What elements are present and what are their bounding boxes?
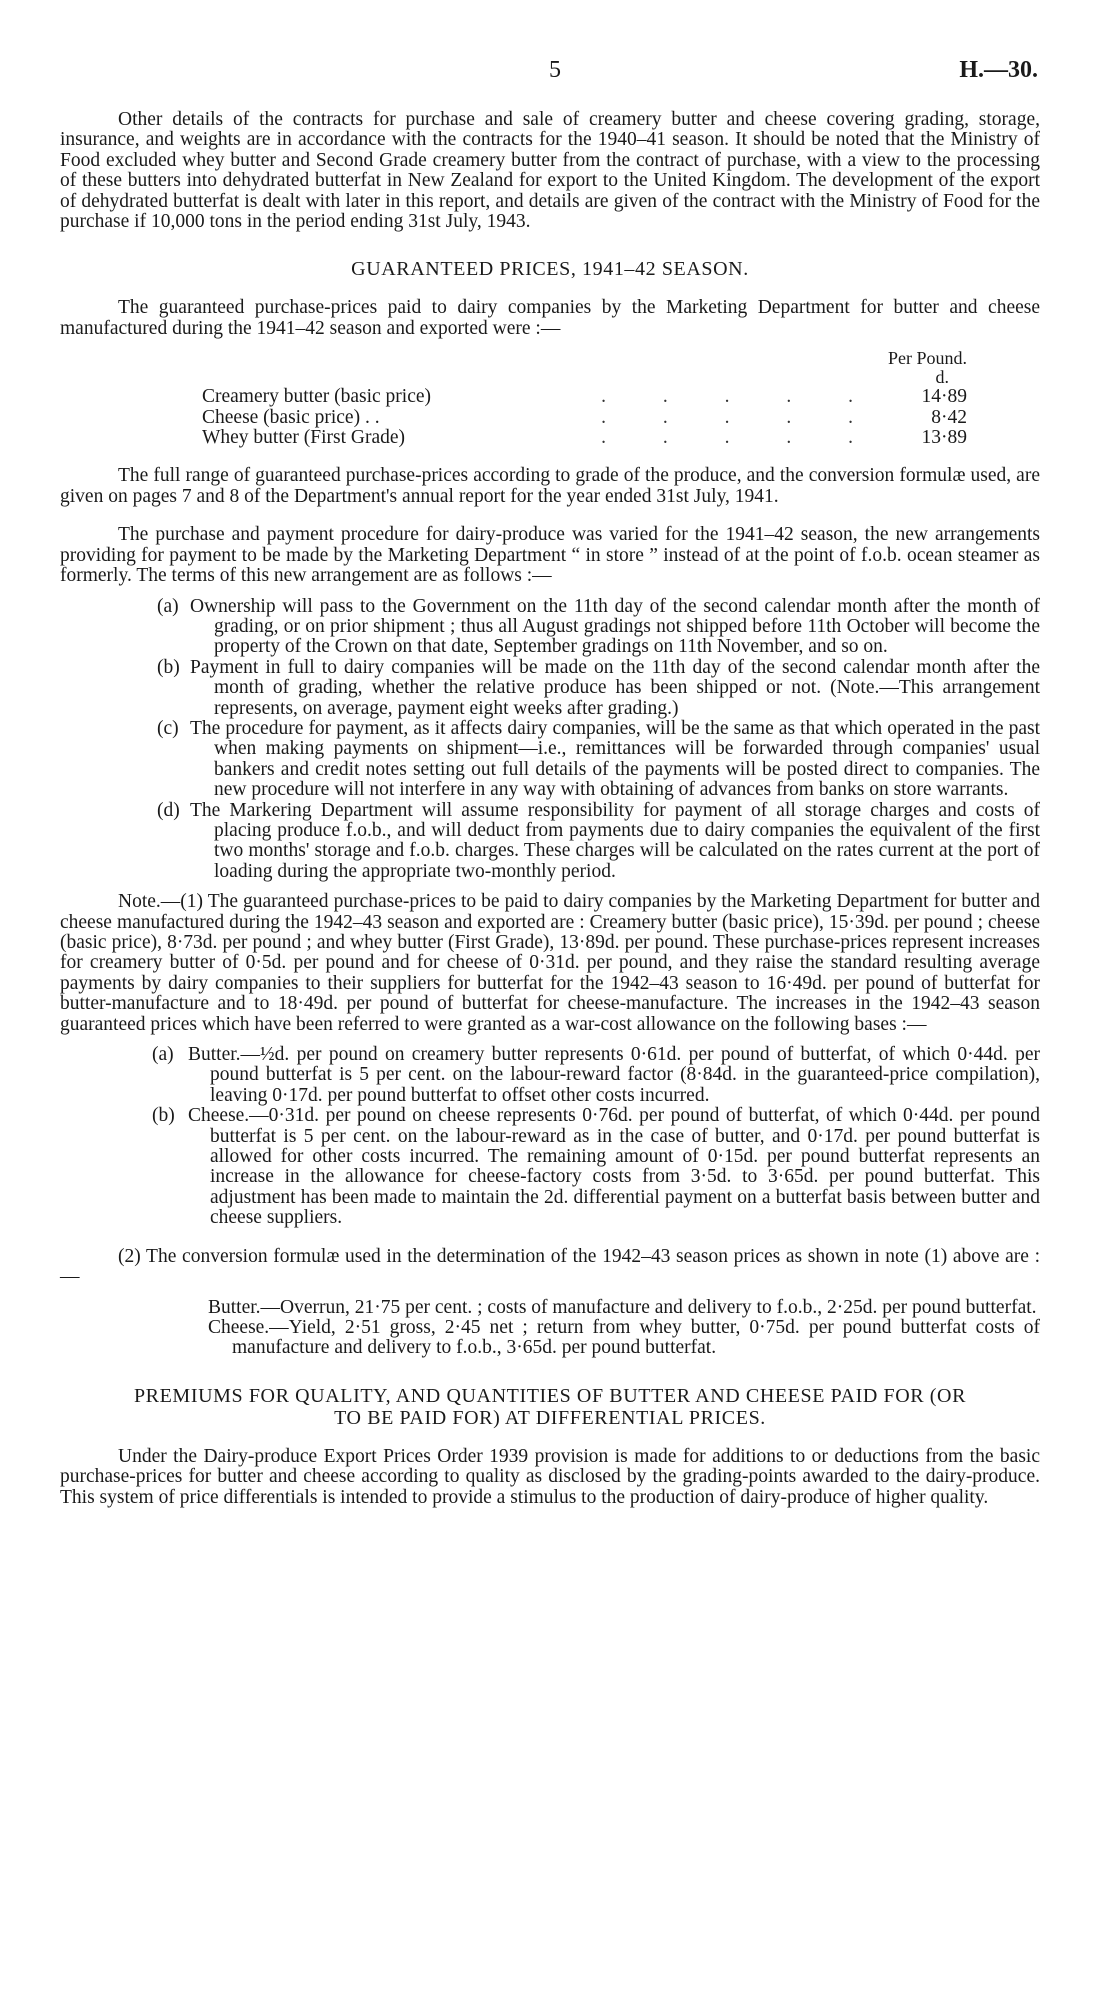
formula-text: Butter.—Overrun, 21·75 per cent. ; costs of manufacture and delivery to f.o.b., 2·25d. per pound butterfat. xyxy=(208,1296,1037,1318)
section-heading-line: TO BE PAID FOR) AT DIFFERENTIAL PRICES. xyxy=(334,1406,766,1429)
item-label: (c) xyxy=(157,717,179,739)
procedure-paragraph: The purchase and payment procedure for dairy-produce was varied for the 1941–42 season, the new arrangements providing for payment to be made by the Marketing Department “ in store ” instead of at the point of f.o.b. ocean steamer as formerly. The terms of this new arrangement are as follows :— xyxy=(60,524,1040,587)
price-row-label: Whey butter (First Grade) xyxy=(202,427,406,449)
formula-butter xyxy=(60,1298,1040,1318)
price-row-label: Cheese (basic price) . . xyxy=(202,406,380,428)
item-text: The Markering Department will assume responsibility for payment of all storage charges and costs of placing produce f.o.b., and will deduct from payments due to dairy companies the equivalent of the first two months' storage and f.o.b. charges. These charges will be calculated on the rates current at the port of loading during the appropriate two-monthly period. xyxy=(190,799,1040,882)
formula-cheese xyxy=(60,1318,1040,1359)
full-range-paragraph: The full range of guaranteed purchase-prices according to grade of the produce, and the conversion formulæ used, are given on pages 7 and 8 of the Department's annual report for the year ended 31st July, 1941. xyxy=(60,465,1040,507)
note-1-paragraph: Note.—(1) The guaranteed purchase-prices to be paid to dairy companies by the Marketing Department for butter and cheese manufactured during the 1942–43 season and exported are : Creamery butter (basic price), 15·39d. per pound ; cheese (basic price), 8·73d. per pound ; and whey butter (First Grade), 13·89d. per pound. These purchase-prices represent increases for creamery butter of 0·5d. per pound and for cheese of 0·31d. per pound, and they raise the standard resulting average payments by dairy companies to their suppliers for butterfat for the 1942–43 season to 16·49d. per pound of butterfat for butter-manufacture and to 18·49d. per pound of butterfat for cheese-manufacture. The increases in the 1942–43 season guaranteed prices which have been referred to were granted as a war-cost allowance on the following bases :— xyxy=(60,891,1040,1035)
war-cost-item-butter xyxy=(60,1045,1040,1106)
price-table-row: Cheese (basic price) . . . . . . . 8·42 xyxy=(202,406,967,428)
intro-paragraph: Other details of the contracts for purchase and sale of creamery butter and cheese covering grading, storage, insurance, and weights are in accordance with the contracts for the 1940–41 season. It should be noted that the Ministry of Food excluded whey butter and Second Grade creamery butter from the contract of purchase, with a view to the processing of these butters into dehydrated butterfat in New Zealand for export to the United Kingdom. The development of the export of dehydrated butterfat is dealt with later in this report, and details are given of the contract with the Ministry of Food for the purchase if 10,000 tons in the period ending 31st July, 1943. xyxy=(60,109,1040,233)
item-label: (a) xyxy=(152,1044,174,1066)
price-table-unit: d. xyxy=(935,367,949,388)
item-text: Butter.—½d. per pound on creamery butter represents 0·61d. per pound of butterfat, of which 0·44d. per pound butterfat is 5 per cent. on the labour-reward factor (8·84d. in the guaranteed-price compilation), leaving 0·17d. per pound butterfat to offset other costs incurred. xyxy=(188,1044,1040,1106)
arrangement-item-d xyxy=(60,801,1040,883)
war-cost-item-cheese xyxy=(60,1106,1040,1228)
page-header xyxy=(0,57,1114,94)
price-table-row: Whey butter (First Grade) . . . . . 13·89 xyxy=(202,427,967,449)
item-label: (d) xyxy=(157,799,180,821)
arrangement-item-c xyxy=(60,719,1040,801)
price-row-label: Creamery butter (basic price) xyxy=(202,386,432,408)
section-heading-line: PREMIUMS FOR QUALITY, AND QUANTITIES OF BUTTER AND CHEESE PAID FOR (OR xyxy=(133,1384,967,1407)
guaranteed-prices-paragraph: The guaranteed purchase-prices paid to dairy companies by the Marketing Department for butter and cheese manufactured during the 1941–42 season and exported were :— xyxy=(60,297,1040,339)
item-label: (b) xyxy=(157,656,180,678)
arrangement-item-b xyxy=(60,658,1040,719)
price-table-row: Creamery butter (basic price) . . . . . 14·89 xyxy=(202,386,967,408)
item-label: (a) xyxy=(157,595,179,617)
formula-text: Cheese.—Yield, 2·51 gross, 2·45 net ; return from whey butter, 0·75d. per pound butterfat costs of manufacture and delivery to f.o.b., 3·65d. per pound butterfat. xyxy=(208,1316,1040,1359)
item-label: (b) xyxy=(152,1105,175,1127)
item-text: Payment in full to dairy companies will be made on the 11th day of the second calendar month after the month of grading, whether the relative produce has been shipped or not. (Note.—This arrangement represents, on average, payment eight weeks after grading.) xyxy=(190,656,1040,719)
page-body xyxy=(60,110,1040,1508)
premiums-paragraph: Under the Dairy-produce Export Prices Order 1939 provision is made for additions to or deductions from the basic purchase-prices for butter and cheese according to quality as disclosed by the grading-points awarded to the dairy-produce. This system of price differentials is intended to provide a stimulus to the production of dairy-produce of higher quality. xyxy=(60,1445,1040,1508)
item-text: Cheese.—0·31d. per pound on cheese represents 0·76d. per pound of butterfat, of which 0·44d. per pound butterfat is 5 per cent. on the labour-reward as in the case of butter, and 0·17d. per pound butterfat is allowed for other costs incurred. The remaining amount of 0·15d. per pound butterfat represents an increase in the allowance for cheese-factory costs from 3·5d. to 3·65d. per pound butterfat. This adjustment has been made to maintain the 2d. differential payment on a butterfat basis between butter and cheese suppliers. xyxy=(188,1105,1040,1229)
item-text: Ownership will pass to the Government on the 11th day of the second calendar month after the month of grading, or on prior shipment ; thus all August gradings not shipped before 11th October will become the property of the Crown on that date, September gradings on 11th November, and so on. xyxy=(190,595,1040,658)
item-text: The procedure for payment, as it affects dairy companies, will be the same as that which operated in the past when making payments on shipment—i.e., remittances will be forwarded through companies' usual bankers and credit notes setting out full details of the payments will be posted direct to companies. The new procedure will not interfere in any way with obtaining of advances from banks on store warrants. xyxy=(190,717,1040,801)
price-row-value: 13·89 xyxy=(921,427,967,449)
note-2-paragraph: (2) The conversion formulæ used in the determination of the 1942–43 season prices as shown in note (1) above are :— xyxy=(60,1245,1040,1288)
price-row-value: 14·89 xyxy=(921,386,967,408)
price-table xyxy=(202,349,967,448)
page-number: 5 xyxy=(549,57,561,83)
section-heading-premiums xyxy=(60,1385,1040,1429)
price-row-value: 8·42 xyxy=(931,406,967,428)
document-reference: H.—30. xyxy=(959,57,1038,83)
price-table-header: Per Pound. xyxy=(887,348,967,369)
section-heading-guaranteed-prices: GUARANTEED PRICES, 1941–42 SEASON. xyxy=(351,258,749,281)
arrangement-item-a xyxy=(60,597,1040,658)
